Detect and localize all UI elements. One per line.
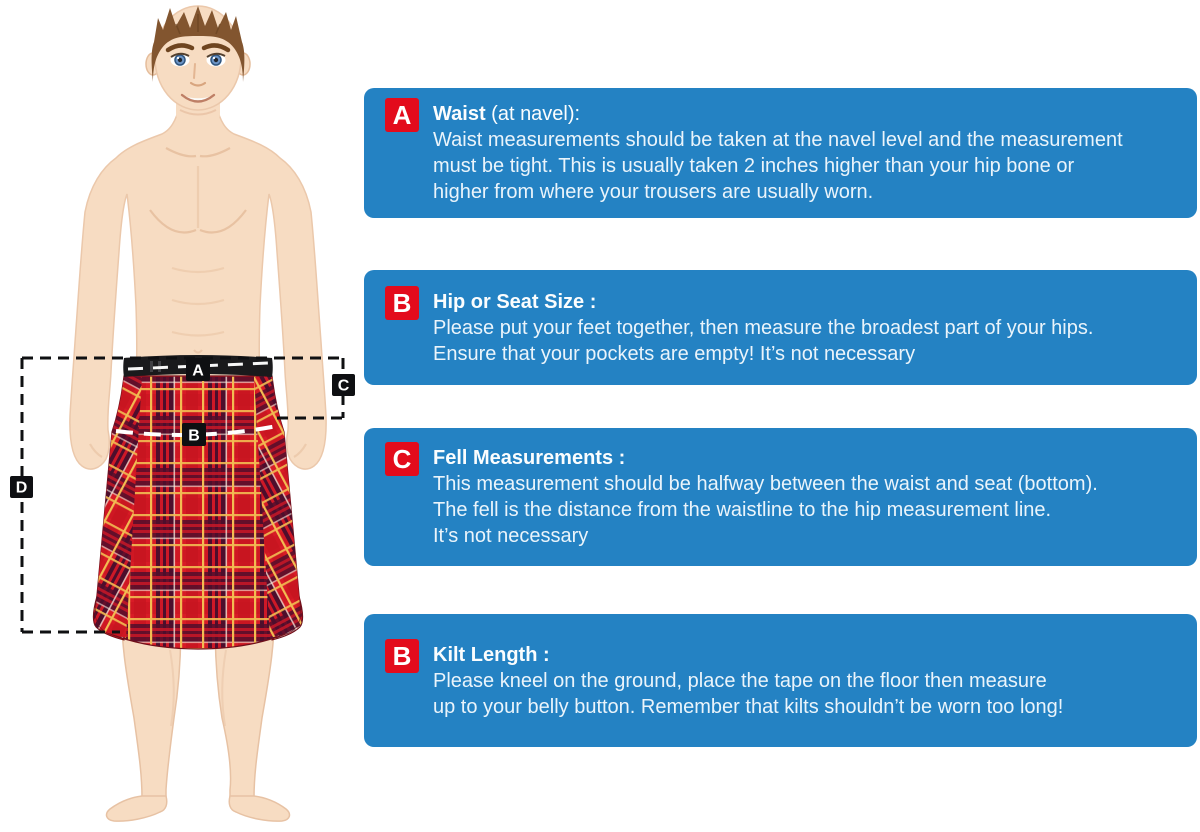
marker-c-label: C [337,377,350,395]
fell-text-line: It’s not necessary [433,525,589,547]
badge-c: C [385,442,419,476]
hip-text-line: Please put your feet together, then measure the broadest part of your hips. [433,316,1094,339]
fell-title: Fell Measurements : [433,447,626,469]
kilt [93,355,302,649]
kilt-length-text-line: Please kneel on the ground, place the tape on the floor then measure [433,669,1047,692]
belt-notch [150,361,153,372]
fell-text-line: The fell is the distance from the waistline to the hip measurement line. [433,499,1052,521]
fell-text-line: This measurement should be halfway between the waist and seat (bottom). [433,473,1098,495]
info-box-fell [364,428,1197,566]
info-box-kilt-length [364,614,1197,747]
waist-title: Waist (at navel): [433,103,581,125]
kilt-length-title: Kilt Length : [433,643,550,666]
marker-b-label: B [188,427,200,445]
man-in-kilt-svg [0,0,370,832]
marker-d-label: D [15,479,28,497]
marker-a-label: A [192,362,204,380]
waist-text-line: higher from where your trousers are usually worn. [433,181,874,203]
waist-text-line: must be tight. This is usually taken 2 inches higher than your hip bone or [433,155,1075,177]
head [146,6,250,127]
kilt-man-illustration [0,0,370,832]
kilt-length-text-line: up to your belly button. Remember that kilts shouldn’t be worn too long! [433,695,1064,718]
info-box-waist [364,88,1197,218]
hip-text-line: Ensure that your pockets are empty! It’s not necessary [433,342,916,365]
badge-b: B [385,286,419,320]
hip-title: Hip or Seat Size : [433,290,597,313]
waist-text-line: Waist measurements should be taken at the navel level and the measurement [433,129,1123,151]
badge-a: A [385,98,419,132]
badge-kilt-length: B [385,639,419,673]
info-box-hip [364,270,1197,385]
